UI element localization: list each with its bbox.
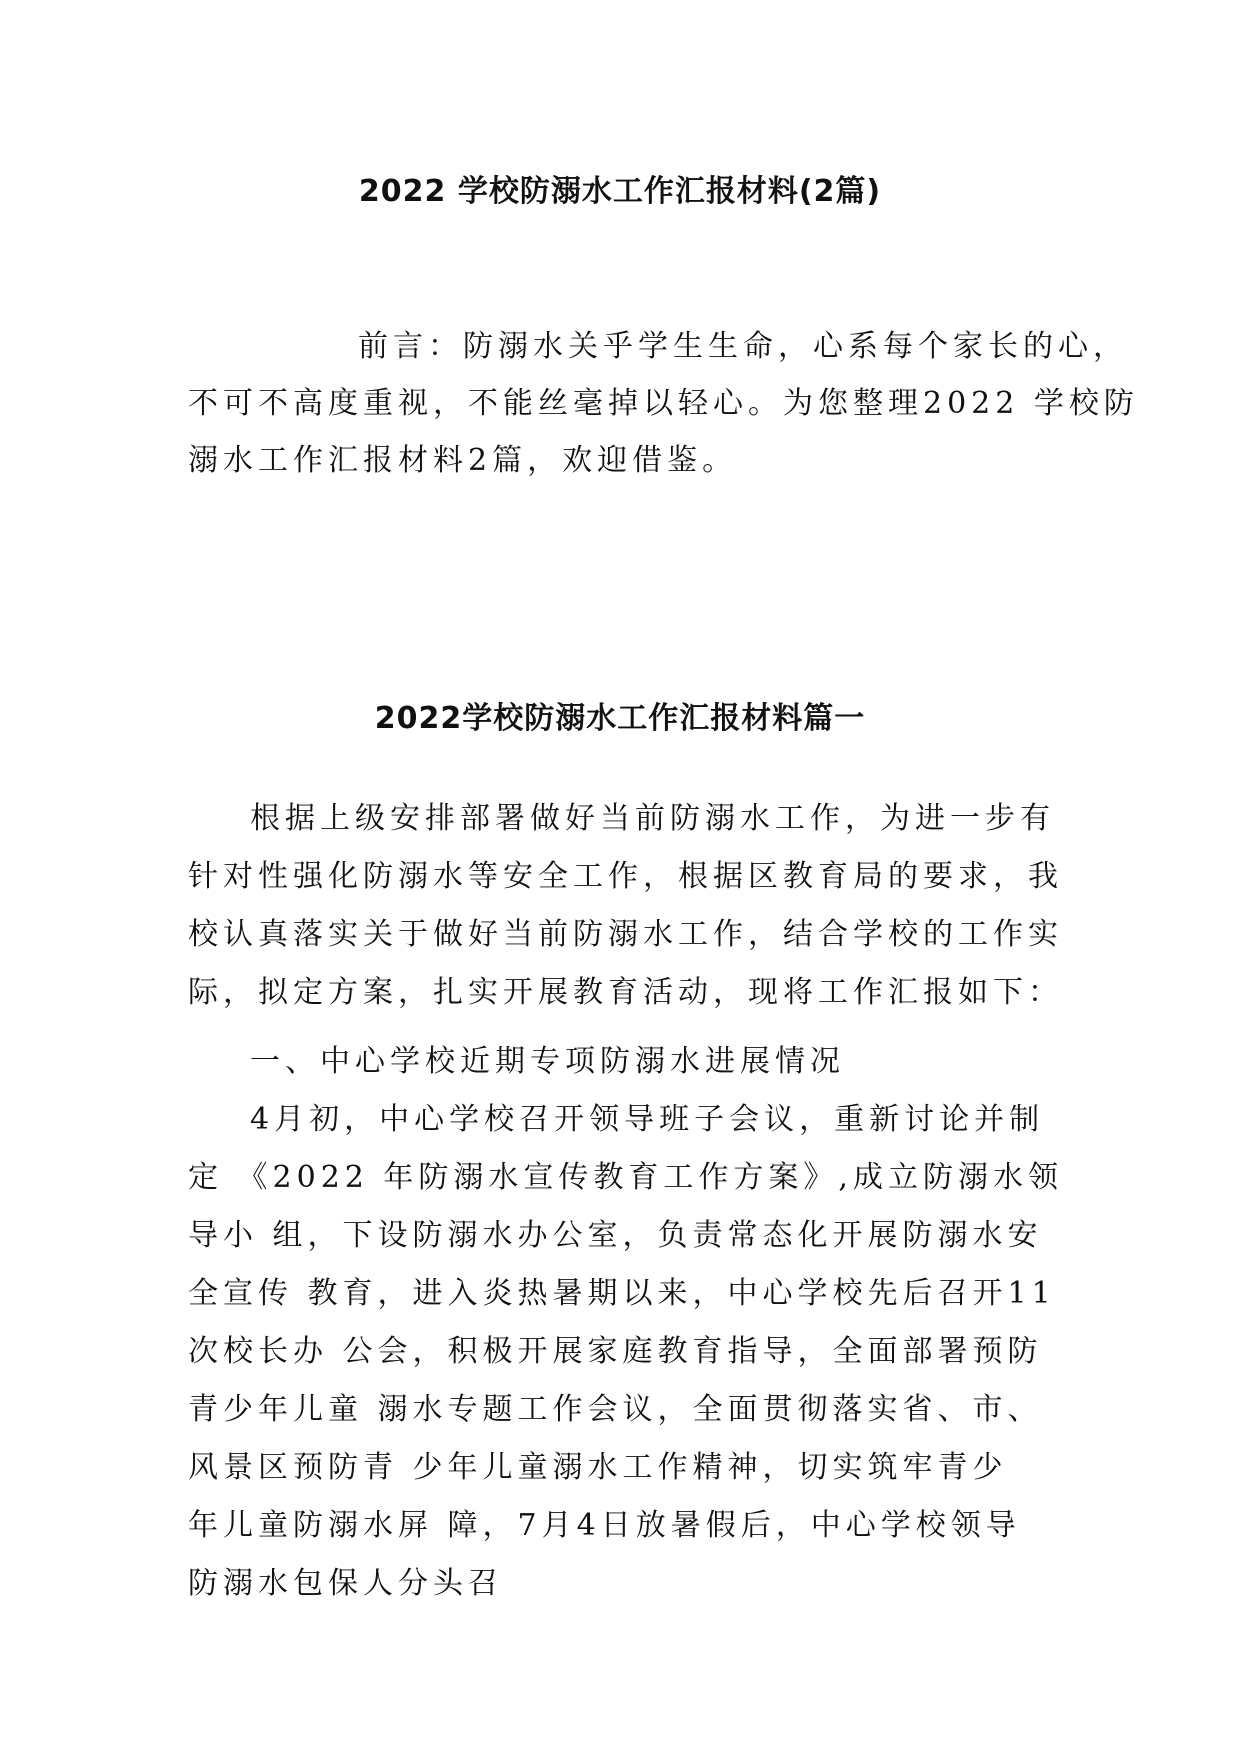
preface-line: 溺水工作汇报材料2篇，欢迎借鉴。 bbox=[188, 443, 738, 478]
intro-line: 校认真落实关于做好当前防溺水工作，结合学校的工作实 bbox=[188, 917, 1063, 952]
preface-paragraph bbox=[188, 318, 1139, 489]
intro-line: 际，拟定方案，扎实开展教育活动，现将工作汇报如下： bbox=[188, 975, 1063, 1010]
body-line: 风景区预防青 少年儿童溺水工作精神，切实筑牢青少 bbox=[188, 1450, 1008, 1485]
preface-line: 前言：防溺水关乎学生生命，心系每个家长的心， bbox=[358, 329, 1128, 364]
body-line: 定 《2022 年防溺水宣传教育工作方案》,成立防溺水领 bbox=[188, 1160, 1063, 1195]
body-line: 防溺水包保人分头召 bbox=[188, 1566, 503, 1601]
section-heading-one: 一、中心学校近期专项防溺水进展情况 bbox=[250, 1044, 845, 1079]
intro-paragraph bbox=[188, 790, 1068, 1022]
preface-line: 不可不高度重视，不能丝毫掉以轻心。为您整理2022 学校防 bbox=[188, 386, 1139, 421]
section-title: 2022学校防溺水工作汇报材料篇一 bbox=[374, 701, 866, 736]
intro-line: 针对性强化防溺水等安全工作，根据区教育局的要求，我 bbox=[188, 859, 1063, 894]
body-line: 全宣传 教育，进入炎热暑期以来，中心学校先后召开11 bbox=[188, 1276, 1056, 1311]
body-line: 次校长办 公会，积极开展家庭教育指导，全面部署预防 bbox=[188, 1334, 1043, 1369]
body-line: 年儿童防溺水屏 障，7月4日放暑假后，中心学校领导 bbox=[188, 1508, 1021, 1543]
body-line: 导小 组，下设防溺水办公室，负责常态化开展防溺水安 bbox=[188, 1218, 1043, 1253]
body-line: 4月初，中心学校召开领导班子会议，重新讨论并制 bbox=[250, 1102, 1045, 1137]
body-line: 青少年儿童 溺水专题工作会议，全面贯彻落实省、市、 bbox=[188, 1392, 1043, 1427]
body-paragraph bbox=[188, 1033, 1068, 1613]
document-title: 2022 学校防溺水工作汇报材料(2篇) bbox=[358, 174, 882, 209]
intro-line: 根据上级安排部署做好当前防溺水工作，为进一步有 bbox=[250, 801, 1055, 836]
